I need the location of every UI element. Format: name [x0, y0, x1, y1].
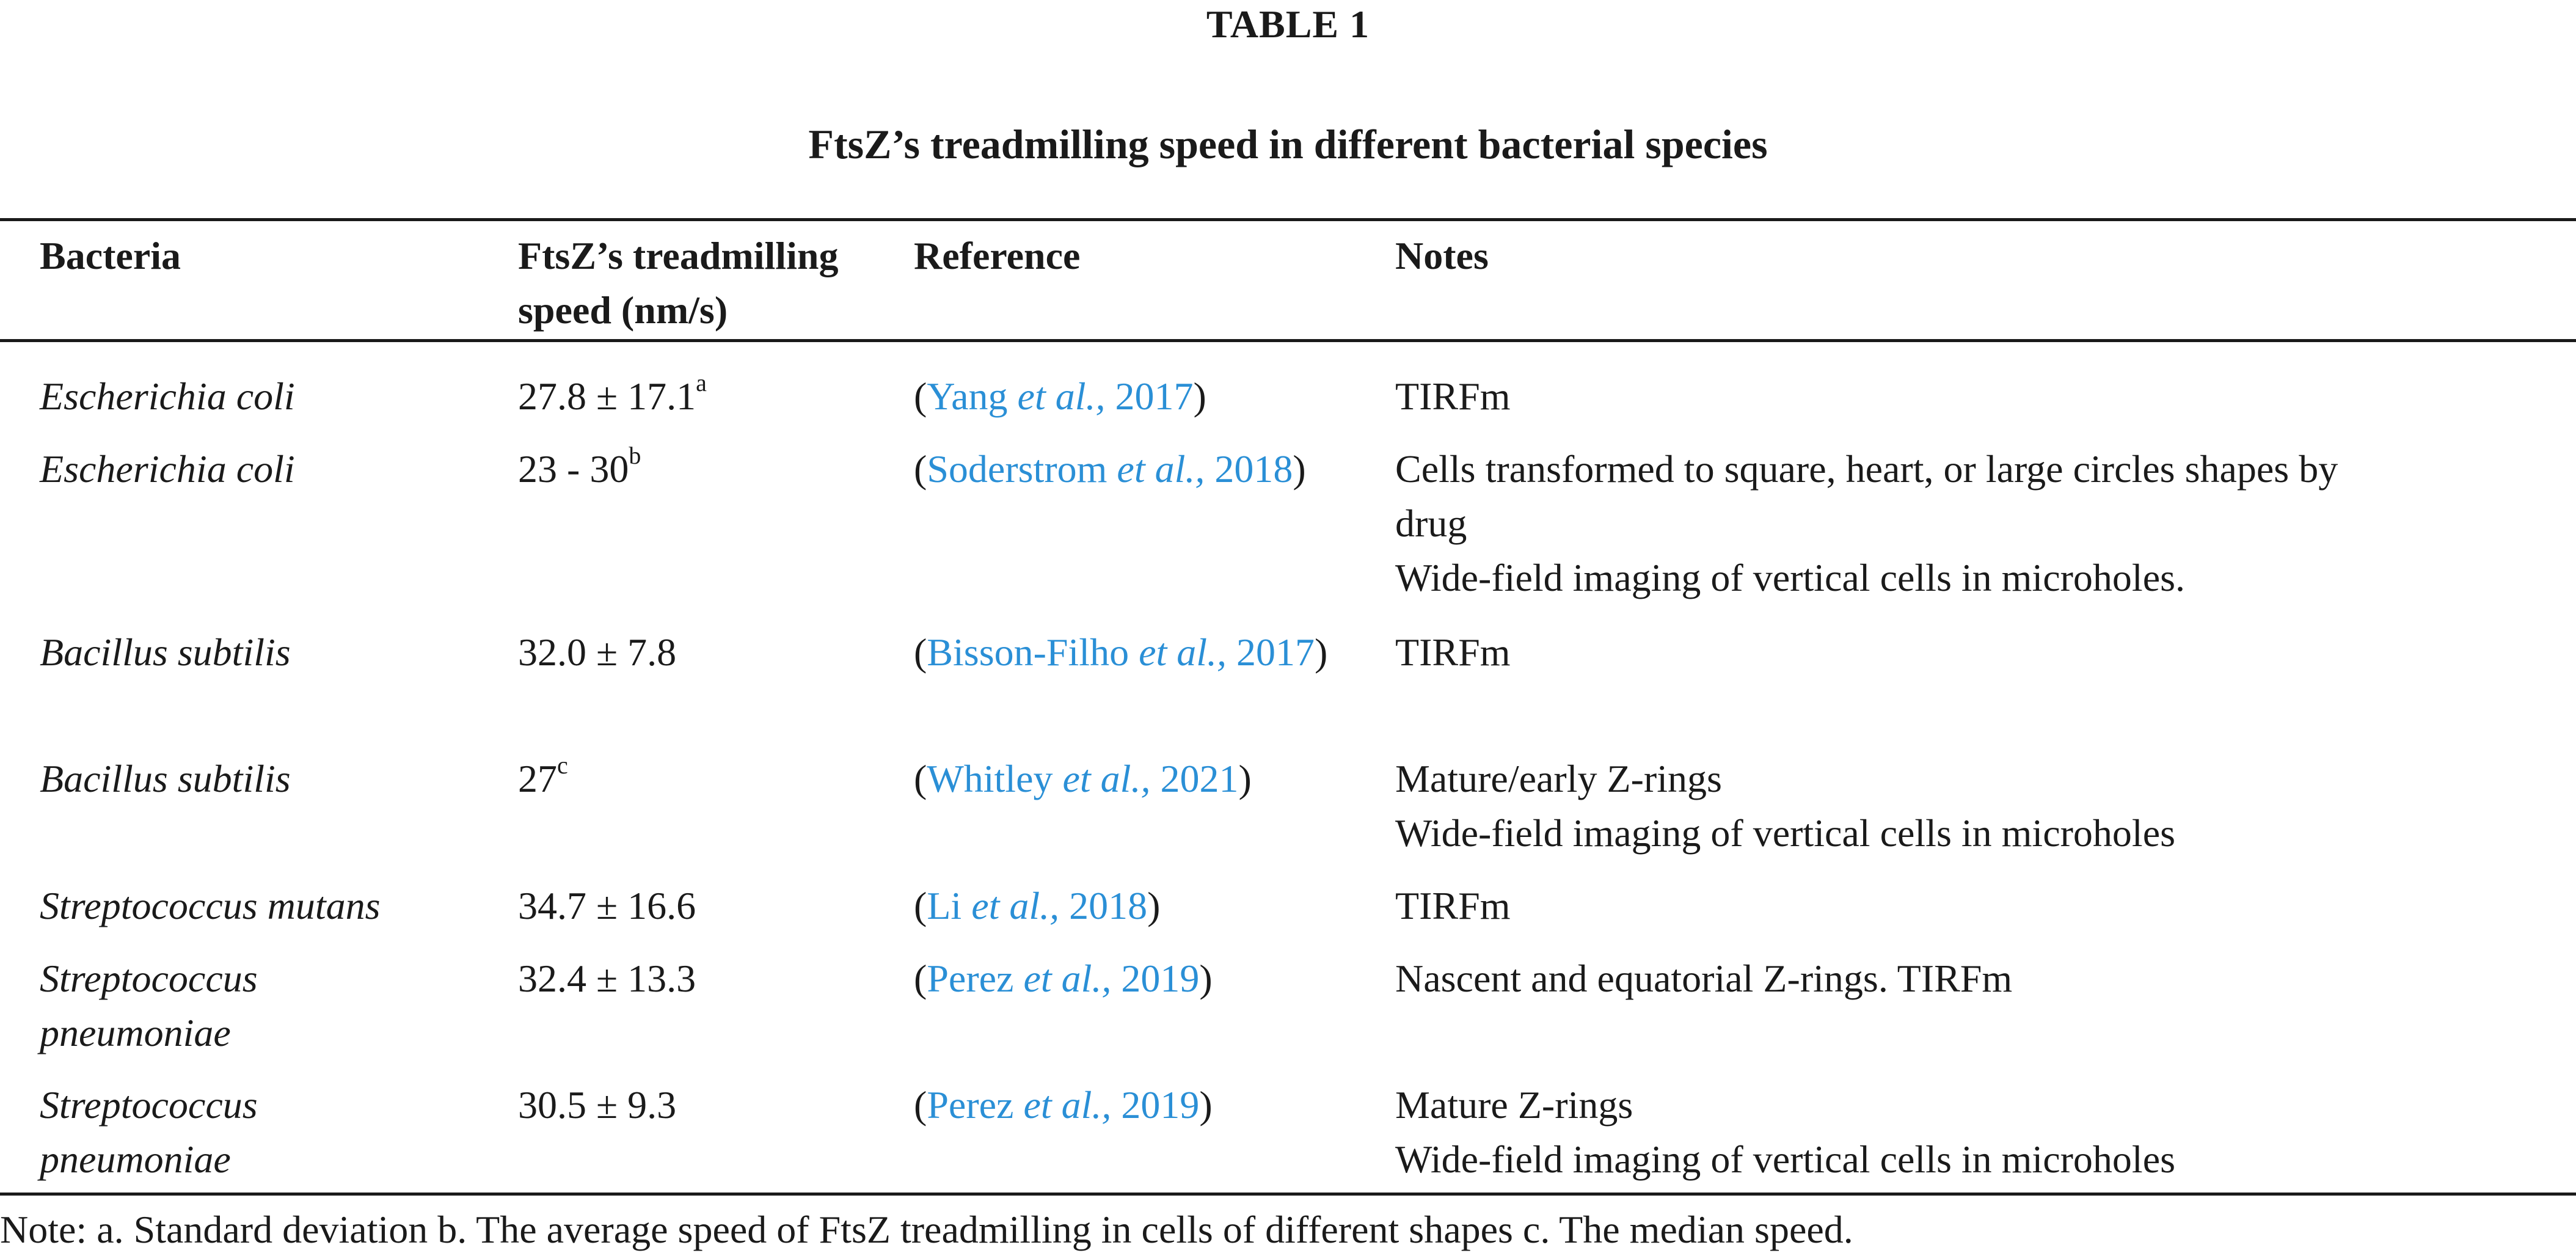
ref-year: 2018: [1214, 447, 1293, 491]
cell-notes: [1395, 625, 2574, 679]
ref-close: ): [1293, 447, 1306, 491]
speed-value: 32.0 ± 7.8: [518, 630, 677, 674]
cell-speed: [518, 625, 897, 679]
speed-footnote-mark: c: [557, 751, 568, 779]
table-title: FtsZ’s treadmilling speed in different bacterial species: [808, 121, 1768, 167]
speed-value: 34.7 ± 16.6: [518, 884, 696, 927]
bacteria-line: Escherichia coli: [40, 374, 295, 418]
speed-value: 27.8 ± 17.1: [518, 374, 696, 418]
bacteria-line: Streptococcus: [40, 957, 258, 1000]
bacteria-line: Escherichia coli: [40, 447, 295, 491]
cell-bacteria: [40, 369, 504, 423]
ref-etal: et al.,: [1062, 757, 1151, 800]
reference-link[interactable]: [927, 957, 1199, 1000]
ref-open: (: [914, 447, 927, 491]
ref-open: (: [914, 1083, 927, 1127]
bacteria-line: pneumoniae: [40, 1138, 231, 1181]
bottom-rule: [0, 1193, 2576, 1196]
speed-value: 23 - 30: [518, 447, 629, 491]
cell-notes: [1395, 751, 2574, 860]
cell-bacteria: [40, 751, 504, 806]
ref-open: (: [914, 757, 927, 800]
speed-value: 30.5 ± 9.3: [518, 1083, 677, 1127]
header-speed-line2: speed (nm/s): [518, 288, 728, 332]
ref-author: Li: [927, 884, 962, 927]
header-speed-line1: FtsZ’s treadmilling: [518, 234, 839, 277]
cell-speed: [518, 1078, 897, 1132]
header-notes: Notes: [1395, 234, 1489, 277]
cell-speed: [518, 369, 897, 423]
speed-footnote-mark: b: [629, 441, 641, 469]
ref-author: Yang: [927, 374, 1008, 418]
ref-author: Perez: [927, 957, 1014, 1000]
header-rule: [0, 339, 2576, 342]
cell-reference: [914, 1078, 1378, 1132]
ref-open: (: [914, 957, 927, 1000]
cell-reference: [914, 879, 1378, 933]
notes-line: Cells transformed to square, heart, or large circles shapes by: [1395, 447, 2338, 491]
cell-reference: [914, 442, 1378, 496]
ref-close: ): [1238, 757, 1252, 800]
reference-link[interactable]: [927, 374, 1193, 418]
reference-link[interactable]: [927, 1083, 1199, 1127]
ref-year: 2018: [1069, 884, 1148, 927]
bacteria-line: Streptococcus: [40, 1083, 258, 1127]
ref-author: Whitley: [927, 757, 1053, 800]
ref-year: 2021: [1160, 757, 1239, 800]
ref-year: 2017: [1236, 630, 1315, 674]
ref-author: Soderstrom: [927, 447, 1107, 491]
ref-etal: et al.,: [971, 884, 1060, 927]
notes-line: Mature Z-rings: [1395, 1083, 1633, 1127]
notes-line: Wide-field imaging of vertical cells in microholes: [1395, 1138, 2175, 1181]
ref-close: ): [1315, 630, 1328, 674]
speed-value: 32.4 ± 13.3: [518, 957, 696, 1000]
cell-notes: [1395, 951, 2574, 1006]
speed-value: 27: [518, 757, 557, 800]
notes-line: drug: [1395, 502, 1467, 545]
bacteria-line: Bacillus subtilis: [40, 757, 291, 800]
bacteria-line: Bacillus subtilis: [40, 630, 291, 674]
cell-bacteria: [40, 1078, 504, 1186]
ref-close: ): [1147, 884, 1161, 927]
reference-link[interactable]: [927, 884, 1147, 927]
cell-reference: [914, 369, 1378, 423]
ref-year: 2017: [1115, 374, 1194, 418]
cell-notes: [1395, 879, 2574, 933]
ref-close: ): [1199, 1083, 1213, 1127]
cell-notes: [1395, 1078, 2574, 1186]
header-bacteria: Bacteria: [40, 234, 181, 277]
bacteria-line: pneumoniae: [40, 1011, 231, 1054]
ref-close: ): [1193, 374, 1206, 418]
cell-reference: [914, 951, 1378, 1006]
reference-link[interactable]: [927, 630, 1315, 674]
reference-link[interactable]: [927, 757, 1238, 800]
reference-link[interactable]: [927, 447, 1293, 491]
cell-speed: [518, 951, 897, 1006]
cell-reference: [914, 751, 1378, 806]
top-rule: [0, 218, 2576, 221]
ref-year: 2019: [1121, 957, 1200, 1000]
notes-line: Wide-field imaging of vertical cells in microholes.: [1395, 556, 2185, 599]
cell-bacteria: [40, 442, 504, 496]
notes-line: TIRFm: [1395, 374, 1511, 418]
cell-reference: [914, 625, 1378, 679]
ref-etal: et al.,: [1117, 447, 1205, 491]
cell-speed: [518, 751, 897, 806]
cell-bacteria: [40, 951, 504, 1060]
ref-etal: et al.,: [1139, 630, 1227, 674]
ref-close: ): [1199, 957, 1213, 1000]
notes-line: TIRFm: [1395, 630, 1511, 674]
notes-line: Wide-field imaging of vertical cells in microholes: [1395, 811, 2175, 855]
ref-etal: et al.,: [1017, 374, 1106, 418]
cell-notes: [1395, 369, 2574, 423]
ref-year: 2019: [1121, 1083, 1200, 1127]
ref-author: Perez: [927, 1083, 1014, 1127]
cell-notes: [1395, 442, 2574, 605]
header-speed: [518, 228, 897, 337]
cell-bacteria: [40, 879, 504, 933]
cell-speed: [518, 442, 897, 496]
ref-open: (: [914, 884, 927, 927]
ref-open: (: [914, 374, 927, 418]
header-reference: Reference: [914, 234, 1081, 277]
ref-author: Bisson-Filho: [927, 630, 1129, 674]
notes-line: Mature/early Z-rings: [1395, 757, 1722, 800]
notes-line: Nascent and equatorial Z-rings. TIRFm: [1395, 957, 2013, 1000]
notes-line: TIRFm: [1395, 884, 1511, 927]
cell-speed: [518, 879, 897, 933]
ref-etal: et al.,: [1023, 1083, 1112, 1127]
ref-etal: et al.,: [1023, 957, 1112, 1000]
table-footnote: Note: a. Standard deviation b. The average speed of FtsZ treadmilling in cells of different shapes c. The median speed.: [0, 1208, 1853, 1251]
speed-footnote-mark: a: [696, 368, 707, 396]
ref-open: (: [914, 630, 927, 674]
table-label: TABLE 1: [1206, 2, 1370, 46]
cell-bacteria: [40, 625, 504, 679]
bacteria-line: Streptococcus mutans: [40, 884, 381, 927]
